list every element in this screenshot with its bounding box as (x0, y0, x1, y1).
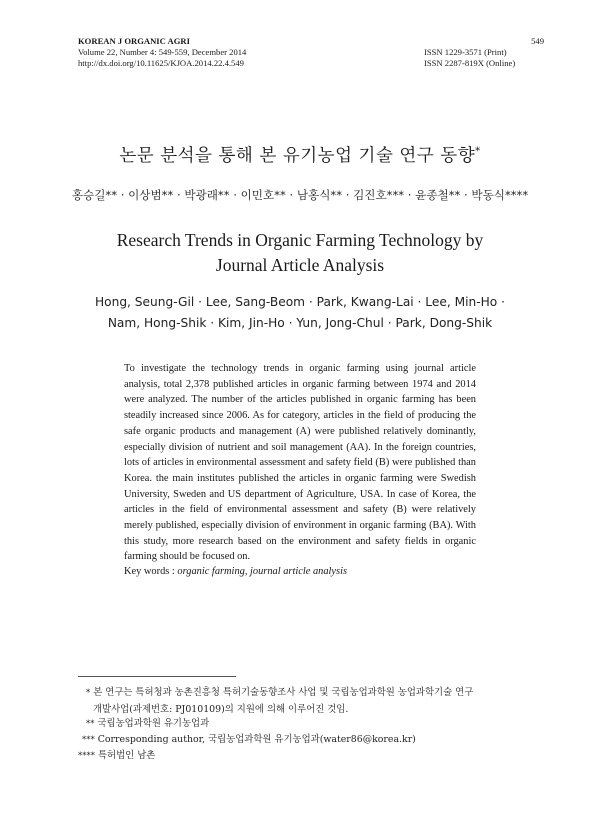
footnote-corresponding (82, 732, 416, 749)
footnote-funding (86, 685, 526, 717)
title-footnote-mark: * (475, 146, 481, 158)
footnote-mark: **** (78, 751, 95, 761)
journal-header (78, 36, 246, 69)
issn-print: ISSN 1229-3571 (Print) (424, 47, 507, 57)
footnote-affiliation-1 (86, 716, 209, 733)
footnote-corresponding-text: Corresponding author, 국립농업과학원 유기농업과(water86@korea.kr) (97, 734, 416, 745)
footnote-funding-line-1: 본 연구는 특허청과 농촌진흥청 특허기술동향조사 사업 및 국립농업과학원 농업과학기술 연구 (93, 687, 474, 698)
footnote-affiliation-2-text: 특허법인 남촌 (97, 750, 156, 761)
korean-authors: 홍승길** · 이상범** · 박광래** · 이민호** · 남홍식** · 김진호*** · 윤종철** · 박동식**** (71, 188, 529, 202)
volume-info: Volume 22, Number 4: 549-559, December 2014 (78, 47, 247, 57)
keywords (124, 566, 476, 577)
issn-block (424, 36, 544, 69)
footnote-affiliation-2 (78, 748, 155, 765)
keywords-label: Key words : (124, 566, 178, 577)
english-title (0, 228, 600, 278)
english-title-line-1: Research Trends in Organic Farming Technology by (116, 230, 484, 250)
abstract: To investigate the technology trends in organic farming using journal article analysis, total 2,378 published articles in organic farming between 1974 and 2014 were analyzed. The number of the articles published in organic farming has been steadily increased since 2006. As for category, articles in the field of producing the safe organic products and management (A) were published relatively dominantly, especially division of nutrient and soil management (AA). In the foreign countries, lots of articles in environmental assessment and safety field (B) were published than Korea. the main institutes published the articles in organic farming were Swedish University, Sweden and US department of Agriculture, USA. In case of Korea, the articles in the field of environmental assessment and safety (B) were relatively merely published, especially division of environment in organic farming (BA). With this study, more research based on the environment and safety fields in organic farming should be focused on. (124, 363, 476, 563)
english-authors-line-2: Nam, Hong-Shik · Kim, Jin-Ho · Yun, Jong-Chul · Park, Dong-Shik (107, 316, 493, 330)
english-title-line-2: Journal Article Analysis (215, 255, 385, 275)
doi-link[interactable]: http://dx.doi.org/10.11625/KJOA.2014.22.4.549 (78, 58, 244, 68)
footnote-mark: *** (82, 735, 95, 745)
issn-online: ISSN 2287-819X (Online) (424, 58, 516, 68)
english-authors (0, 292, 600, 334)
footnote-divider (78, 676, 236, 677)
korean-title (0, 142, 600, 167)
footnote-funding-line-2: 개발사업(과제번호: PJ010109)의 지원에 의해 이루어진 것임. (93, 703, 349, 715)
footnote-mark: ** (86, 719, 95, 729)
footnote-mark: * (86, 688, 91, 698)
korean-title-text: 논문 분석을 통해 본 유기농업 기술 연구 동향 (119, 146, 476, 166)
keywords-terms: organic farming, journal article analysis (177, 566, 348, 577)
footnote-affiliation-1-text: 국립농업과학원 유기농업과 (97, 718, 210, 729)
journal-name: KOREAN J ORGANIC AGRI (78, 36, 190, 46)
english-authors-line-1: Hong, Seung-Gil · Lee, Sang-Beom · Park, Kwang-Lai · Lee, Min-Ho · (94, 295, 506, 309)
page-number: 549 (531, 36, 544, 46)
